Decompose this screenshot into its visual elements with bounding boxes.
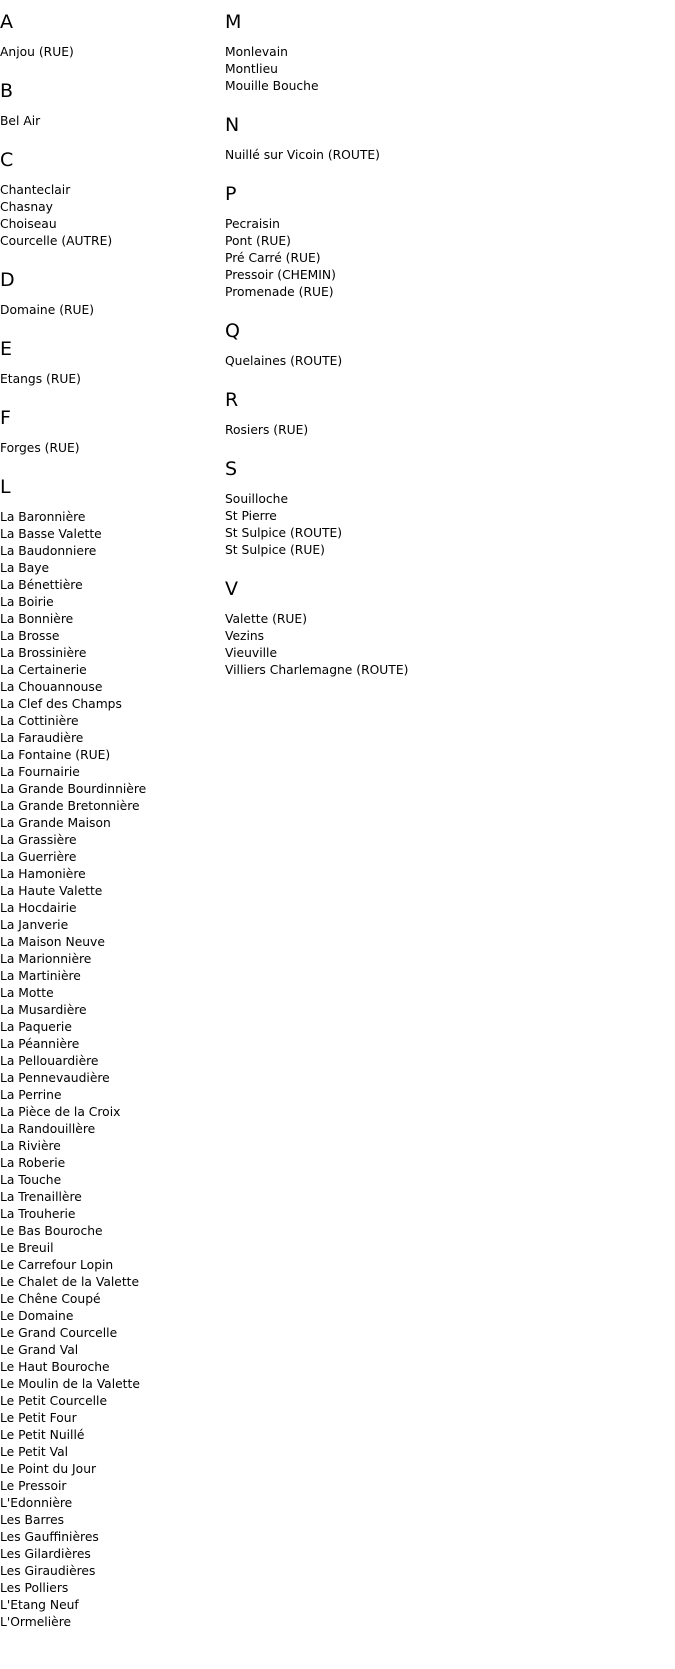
section-s xyxy=(225,455,645,559)
street-item-les-gauffinieres: Les Gauffinières xyxy=(0,1530,99,1544)
street-item-le-domaine: Le Domaine xyxy=(0,1309,74,1323)
street-item-la-guerriere: La Guerrière xyxy=(0,850,77,864)
street-item-la-boirie: La Boirie xyxy=(0,595,54,609)
street-item-anjou-rue: Anjou (RUE) xyxy=(0,45,74,59)
street-item-la-benettiere: La Bénettière xyxy=(0,578,83,592)
street-item-le-moulin-de-la-valette: Le Moulin de la Valette xyxy=(0,1377,140,1391)
street-item-la-riviere: La Rivière xyxy=(0,1139,61,1153)
street-list xyxy=(225,611,645,679)
section-letter-s: S xyxy=(225,458,238,480)
section-letter-b: B xyxy=(0,80,14,102)
section-b xyxy=(0,77,220,130)
street-item-st-sulpice-route: St Sulpice (ROUTE) xyxy=(225,526,343,540)
street-list xyxy=(0,113,220,130)
street-list xyxy=(225,216,645,301)
section-letter-q: Q xyxy=(225,320,240,342)
street-item-les-gilardieres: Les Gilardières xyxy=(0,1547,91,1561)
street-item-la-musardiere: La Musardière xyxy=(0,1003,87,1017)
street-item-la-clef-des-champs: La Clef des Champs xyxy=(0,697,122,711)
street-item-chanteclair: Chanteclair xyxy=(0,183,71,197)
street-item-le-petit-courcelle: Le Petit Courcelle xyxy=(0,1394,108,1408)
street-item-la-baronniere: La Baronnière xyxy=(0,510,86,524)
section-q xyxy=(225,317,645,370)
street-item-la-randouillere: La Randouillère xyxy=(0,1122,96,1136)
section-v xyxy=(225,575,645,679)
street-item-la-hocdairie: La Hocdairie xyxy=(0,901,77,915)
street-item-l-etang-neuf: L'Etang Neuf xyxy=(0,1598,79,1612)
street-item-villiers-charlemagne-route: Villiers Charlemagne (ROUTE) xyxy=(225,663,409,677)
street-list xyxy=(0,440,220,457)
street-item-la-cottiniere: La Cottinière xyxy=(0,714,79,728)
street-item-pecraisin: Pecraisin xyxy=(225,217,280,231)
street-item-mouille-bouche: Mouille Bouche xyxy=(225,79,319,93)
street-item-nuille-sur-vicoin-route: Nuillé sur Vicoin (ROUTE) xyxy=(225,148,380,162)
street-item-le-chene-coupe: Le Chêne Coupé xyxy=(0,1292,101,1306)
street-item-la-fontaine-rue: La Fontaine (RUE) xyxy=(0,748,111,762)
left-column xyxy=(0,8,220,1647)
section-letter-l: L xyxy=(0,476,11,498)
street-item-la-brosse: La Brosse xyxy=(0,629,60,643)
street-item-le-point-du-jour: Le Point du Jour xyxy=(0,1462,97,1476)
street-list xyxy=(225,44,645,95)
street-item-le-grand-courcelle: Le Grand Courcelle xyxy=(0,1326,118,1340)
section-letter-c: C xyxy=(0,149,14,171)
street-item-quelaines-route: Quelaines (ROUTE) xyxy=(225,354,343,368)
street-item-les-giraudieres: Les Giraudières xyxy=(0,1564,96,1578)
street-list xyxy=(225,422,645,439)
street-item-st-pierre: St Pierre xyxy=(225,509,277,523)
street-item-le-pressoir: Le Pressoir xyxy=(0,1479,67,1493)
section-p xyxy=(225,180,645,301)
street-item-la-chouannouse: La Chouannouse xyxy=(0,680,103,694)
street-item-la-touche: La Touche xyxy=(0,1173,62,1187)
street-item-la-martiniere: La Martinière xyxy=(0,969,81,983)
street-item-pre-carre-rue: Pré Carré (RUE) xyxy=(225,251,321,265)
street-item-le-petit-nuille: Le Petit Nuillé xyxy=(0,1428,85,1442)
section-n xyxy=(225,111,645,164)
street-item-bel-air: Bel Air xyxy=(0,114,41,128)
section-letter-e: E xyxy=(0,338,13,360)
street-item-le-carrefour-lopin: Le Carrefour Lopin xyxy=(0,1258,114,1272)
street-item-la-bonniere: La Bonnière xyxy=(0,612,74,626)
street-item-choiseau: Choiseau xyxy=(0,217,57,231)
street-item-courcelle-autre: Courcelle (AUTRE) xyxy=(0,234,113,248)
street-item-la-marionniere: La Marionnière xyxy=(0,952,92,966)
street-item-le-breuil: Le Breuil xyxy=(0,1241,54,1255)
street-list xyxy=(225,491,645,559)
street-list xyxy=(0,182,220,250)
street-list xyxy=(225,353,645,370)
street-item-la-grassiere: La Grassière xyxy=(0,833,77,847)
street-item-la-trouherie: La Trouherie xyxy=(0,1207,76,1221)
street-item-la-hamoniere: La Hamonière xyxy=(0,867,86,881)
street-item-la-janverie: La Janverie xyxy=(0,918,69,932)
street-item-la-basse-valette: La Basse Valette xyxy=(0,527,102,541)
section-letter-d: D xyxy=(0,269,15,291)
street-item-l-ormeliere: L'Ormelière xyxy=(0,1615,72,1629)
street-item-montlieu: Montlieu xyxy=(225,62,278,76)
street-item-la-brossiniere: La Brossinière xyxy=(0,646,87,660)
street-item-vieuville: Vieuville xyxy=(225,646,278,660)
street-item-souilloche: Souilloche xyxy=(225,492,289,506)
street-item-la-baye: La Baye xyxy=(0,561,50,575)
street-item-le-petit-four: Le Petit Four xyxy=(0,1411,77,1425)
section-e xyxy=(0,335,220,388)
section-letter-p: P xyxy=(225,183,237,205)
street-list xyxy=(225,147,645,164)
section-d xyxy=(0,266,220,319)
street-item-la-baudonniere: La Baudonniere xyxy=(0,544,97,558)
street-item-la-pennevaudiere: La Pennevaudière xyxy=(0,1071,110,1085)
street-item-le-chalet-de-la-valette: Le Chalet de la Valette xyxy=(0,1275,140,1289)
street-item-la-fournairie: La Fournairie xyxy=(0,765,80,779)
section-a xyxy=(0,8,220,61)
street-item-la-piece-de-la-croix: La Pièce de la Croix xyxy=(0,1105,121,1119)
section-c xyxy=(0,146,220,250)
street-list xyxy=(0,371,220,388)
section-letter-f: F xyxy=(0,407,11,429)
street-item-valette-rue: Valette (RUE) xyxy=(225,612,308,626)
street-item-la-paquerie: La Paquerie xyxy=(0,1020,72,1034)
street-item-la-faraudiere: La Faraudière xyxy=(0,731,84,745)
section-letter-a: A xyxy=(0,11,13,33)
street-item-la-grande-maison: La Grande Maison xyxy=(0,816,111,830)
street-item-la-haute-valette: La Haute Valette xyxy=(0,884,103,898)
street-item-monlevain: Monlevain xyxy=(225,45,288,59)
section-m xyxy=(225,8,645,95)
section-letter-m: M xyxy=(225,11,242,33)
section-letter-r: R xyxy=(225,389,239,411)
section-letter-v: V xyxy=(225,578,238,600)
section-letter-n: N xyxy=(225,114,240,136)
street-list xyxy=(0,509,220,1631)
street-list xyxy=(0,44,220,61)
street-item-le-haut-bouroche: Le Haut Bouroche xyxy=(0,1360,110,1374)
street-item-rosiers-rue: Rosiers (RUE) xyxy=(225,423,309,437)
street-item-vezins: Vezins xyxy=(225,629,265,643)
section-l xyxy=(0,473,220,1631)
street-item-etangs-rue: Etangs (RUE) xyxy=(0,372,81,386)
street-item-les-barres: Les Barres xyxy=(0,1513,65,1527)
street-item-forges-rue: Forges (RUE) xyxy=(0,441,80,455)
street-item-la-trenaillere: La Trenaillère xyxy=(0,1190,82,1204)
street-item-la-roberie: La Roberie xyxy=(0,1156,66,1170)
street-item-le-petit-val: Le Petit Val xyxy=(0,1445,69,1459)
street-item-le-bas-bouroche: Le Bas Bouroche xyxy=(0,1224,103,1238)
street-item-la-motte: La Motte xyxy=(0,986,54,1000)
section-r xyxy=(225,386,645,439)
street-item-les-polliers: Les Polliers xyxy=(0,1581,69,1595)
street-item-st-sulpice-rue: St Sulpice (RUE) xyxy=(225,543,325,557)
street-item-le-grand-val: Le Grand Val xyxy=(0,1343,79,1357)
street-item-la-grande-bourdinniere: La Grande Bourdinnière xyxy=(0,782,147,796)
right-column xyxy=(225,8,645,695)
street-item-la-maison-neuve: La Maison Neuve xyxy=(0,935,105,949)
street-list xyxy=(0,302,220,319)
street-item-chasnay: Chasnay xyxy=(0,200,53,214)
street-item-la-pellouardiere: La Pellouardière xyxy=(0,1054,99,1068)
section-f xyxy=(0,404,220,457)
street-item-l-edonniere: L'Edonnière xyxy=(0,1496,73,1510)
street-item-la-certainerie: La Certainerie xyxy=(0,663,87,677)
street-item-pressoir-chemin: Pressoir (CHEMIN) xyxy=(225,268,336,282)
street-item-pont-rue: Pont (RUE) xyxy=(225,234,291,248)
street-item-promenade-rue: Promenade (RUE) xyxy=(225,285,334,299)
street-item-la-perrine: La Perrine xyxy=(0,1088,62,1102)
street-item-la-peanniere: La Péannière xyxy=(0,1037,80,1051)
street-item-domaine-rue: Domaine (RUE) xyxy=(0,303,95,317)
street-item-la-grande-bretonniere: La Grande Bretonnière xyxy=(0,799,140,813)
